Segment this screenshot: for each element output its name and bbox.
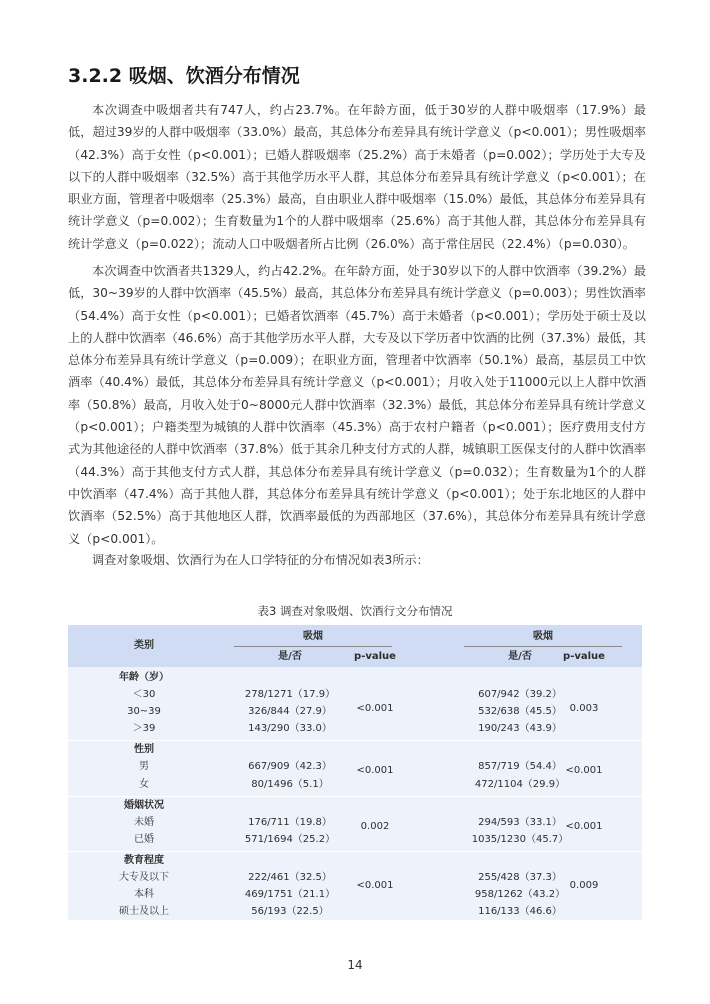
drinking-value: 190/243（43.9） (478, 723, 562, 734)
section-title: 教育程度 (124, 855, 164, 866)
drinking-value: 294/593（33.1） (478, 817, 562, 828)
paragraph-smoking: 本次调查中吸烟者共有747人，约占23.7%。在年龄方面，低于30岁的人群中吸烟率（17.9%）最低，超过39岁的人群中吸烟率（33.0%）最高，其总体分布差异具有统计学意义（p<0.001）；男性吸烟率（42.3%）高于女性（p<0.001）；已婚人群吸烟率（25.2%）高于未婚者（p=0.002）；学历处于大专及以下的人群中吸烟率（32.5%）高于其他学历水平人群，其总体分布差异具有统计学意义（p<0.001）；在职业方面，管理者中吸烟率（25.3%）最高，自由职业人群中吸烟率（15.0%）最低，其总体分布差异具有统计学意义（p=0.002）；生育数量为1个的人群中吸烟率（25.6%）高于其他人群，其总体分布差异具有统计学意义（p=0.022）；流动人口中吸烟者所占比例（26.0%）高于常住居民（22.4%）（p=0.030）。 (68, 103, 646, 251)
row-label: 女 (139, 779, 149, 790)
header-group-second: 吸烟 (533, 631, 553, 642)
drinking-value: 472/1104（29.9） (474, 779, 566, 790)
drinking-value: 1035/1230（45.7） (471, 834, 569, 845)
smoking-value: 571/1694（25.2） (244, 834, 336, 845)
row-label: 已婚 (134, 834, 154, 845)
table-header (68, 625, 642, 667)
row-label: 未婚 (134, 817, 154, 828)
header-pvalue-smoking: p-value (354, 651, 396, 662)
section-title: 性别 (134, 744, 154, 755)
smoking-pvalue: 0.002 (360, 821, 390, 832)
smoking-value: 469/1751（21.1） (244, 889, 336, 900)
drinking-value: 532/638（45.5） (478, 706, 562, 717)
smoking-pvalue: <0.001 (356, 703, 394, 714)
header-yesno-second: 是/否 (508, 651, 532, 662)
drinking-value: 607/942（39.2） (478, 689, 562, 700)
row-label: ＞39 (132, 723, 156, 734)
header-pvalue-second: p-value (563, 651, 605, 662)
table-caption: 表3 调查对象吸烟、饮酒行文分布情况 (257, 604, 453, 618)
smoking-value: 80/1496（5.1） (251, 779, 329, 790)
section-title: 婚姻状况 (124, 800, 164, 811)
paragraph-table-intro: 调查对象吸烟、饮酒行为在人口学特征的分布情况如表3所示： (92, 553, 429, 567)
header-yesno-smoking: 是/否 (278, 651, 302, 662)
row-label: 硕士及以上 (119, 906, 169, 917)
drinking-value: 255/428（37.3） (478, 872, 562, 883)
row-label: 30~39 (127, 706, 161, 717)
header-underline-smoking (234, 646, 392, 647)
drinking-pvalue: 0.009 (569, 880, 599, 891)
row-label: 男 (139, 761, 149, 772)
smoking-value: 278/1271（17.9） (244, 689, 336, 700)
smoking-value: 326/844（27.9） (248, 706, 332, 717)
header-underline-second (464, 646, 622, 647)
drinking-pvalue: 0.003 (569, 703, 599, 714)
smoking-value: 176/711（19.8） (248, 817, 332, 828)
section-divider (68, 740, 642, 741)
section-divider (68, 851, 642, 852)
paragraph-drinking: 本次调查中饮酒者共1329人，约占42.2%。在年龄方面，处于30岁以下的人群中饮酒率（39.2%）最低，30~39岁的人群中饮酒率（45.5%）最高，其总体分布差异具有统计学意义（p=0.003）；男性饮酒率（54.4%）高于女性（p<0.001）；已婚者饮酒率（45.7%）高于未婚者（p<0.001）；学历处于硕士及以上的人群中饮酒率（46.6%）高于其他学历水平人群，大专及以下学历者中饮酒的比例（37.3%）最低，其总体分布差异具有统计学意义（p=0.009）；在职业方面，管理者中饮酒率（50.1%）最高，基层员工中饮酒率（40.4%）最低，其总体分布差异具有统计学意义（p<0.001）；月收入处于11000元以上人群中饮酒率（50.8%）最高，月收入处于0~8000元人群中饮酒率（32.3%）最低，其总体分布差异具有统计学意义（p<0.001）；户籍类型为城镇的人群中饮酒率（45.3%）高于农村户籍者（p<0.001）；医疗费用支付方式为其他途径的人群中饮酒率（37.8%）低于其余几种支付方式的人群，城镇职工医保支付的人群中饮酒率（44.3%）高于其他支付方式人群，其总体分布差异具有统计学意义（p=0.032）；生育数量为1个的人群中饮酒率（47.4%）高于其他人群，其总体分布差异具有统计学意义（p<0.001）；处于东北地区的人群中饮酒率（52.5%）高于其他地区人群，饮酒率最低的为西部地区（37.6%），其总体分布差异具有统计学意义（p<0.001）。 (68, 264, 646, 546)
section-title: 年龄（岁） (119, 672, 169, 683)
drinking-pvalue: <0.001 (565, 821, 603, 832)
row-label: ＜30 (132, 689, 156, 700)
section-divider (68, 796, 642, 797)
smoking-value: 56/193（22.5） (251, 906, 329, 917)
smoking-value: 667/909（42.3） (248, 761, 332, 772)
drinking-value: 116/133（46.6） (478, 906, 562, 917)
row-label: 大专及以下 (119, 872, 169, 883)
header-group-smoking: 吸烟 (303, 631, 323, 642)
drinking-pvalue: <0.001 (565, 765, 603, 776)
header-category: 类别 (134, 640, 154, 651)
smoking-pvalue: <0.001 (356, 765, 394, 776)
page-number: 14 (347, 958, 363, 972)
section-heading: 3.2.2 吸烟、饮酒分布情况 (68, 65, 300, 87)
smoking-value: 143/290（33.0） (248, 723, 332, 734)
drinking-value: 958/1262（43.2） (474, 889, 566, 900)
distribution-table (68, 625, 642, 920)
drinking-value: 857/719（54.4） (478, 761, 562, 772)
smoking-pvalue: <0.001 (356, 880, 394, 891)
row-label: 本科 (134, 889, 154, 900)
smoking-value: 222/461（32.5） (248, 872, 332, 883)
